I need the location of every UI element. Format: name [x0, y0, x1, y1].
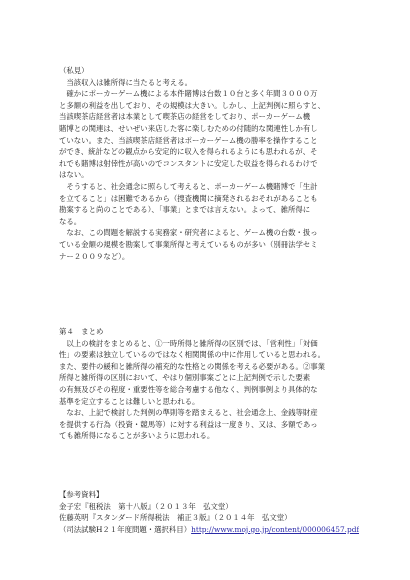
paragraph-line: なお、上記で検討した判例の準則等を踏まえると、社会通念上、金銭等財産 — [59, 408, 318, 418]
paragraph-line: はない。 — [59, 170, 89, 180]
exam-note: （司法試験H２１年度問題・選択科目） — [59, 524, 192, 534]
paragraph-line: なる。 — [59, 216, 82, 226]
paragraph-line: 当該喫茶店経営者は本業として喫茶店の経営をしており、ポーカーゲーム機 — [59, 112, 311, 122]
reference-item: 佐藤英明『スタンダード所得税法 補正３版』（２０１４年 弘文堂） — [59, 513, 292, 523]
reference-link[interactable]: http://www.moj.go.jp/content/000006457.pdf — [191, 524, 359, 534]
opinion-section — [59, 65, 359, 262]
section-heading: 第４ まとめ — [59, 327, 104, 336]
paragraph-line: の有無及びその程度・重要性等を総合考慮する他なく、判例事例より具体的な — [59, 384, 318, 394]
paragraph-line: 以上の検討をまとめると、①一時所得と雑所得の区別では、「営利性」「対価 — [59, 338, 318, 348]
paragraph-line: また、要件の緩和と雑所得の補充的な性格との関係を考える必要がある。②事業 — [59, 361, 326, 371]
paragraph-line: 所得と雑所得の区別において、やはり個別事案ごとに上記判例で示した要素 — [59, 373, 311, 383]
paragraph-line: ていない。また、当該喫茶店経営者はポーカーゲーム機の勝率を操作すること — [59, 135, 318, 145]
paragraph-line: 確かにポーカーゲーム機による本件賭博は台数１０台と多く年間３０００万 — [59, 89, 318, 99]
paragraph-line: れでも賭博は射倖性が高いのでコンスタントに安定した収益を得られるわけで — [59, 158, 318, 168]
paragraph-line: を提供する行為（投資・競馬等）に対する利益は一度きり、又は、多額であっ — [59, 419, 318, 429]
paragraph-line: 賭博との関連は、せいぜい来店した客に楽しむための付随的な関連性しか有し — [59, 123, 318, 133]
paragraph-line: ができ、統計などの観点から安定的に収入を得られるようにも思われるが、そ — [59, 147, 318, 157]
references-section — [59, 489, 359, 535]
reference-url-line — [59, 524, 359, 536]
paragraph-line: そうすると、社会通念に照らして考えると、ポーカーゲーム機賭博で「生計 — [59, 181, 318, 191]
reference-item: 金子宏『租税法 第十八版』（２０１３年 弘文堂） — [59, 501, 233, 511]
paragraph-line: 基準を定立することは難しいと思われる。 — [59, 396, 200, 406]
paragraph-line: と多額の利益を出しており、その規模は大きい。しかし、上記判例に照らすと、 — [59, 100, 326, 110]
paragraph-line: 勘案すると尚のことである）、「事業」とまでは言えない。よって、雑所得に — [59, 205, 311, 215]
paragraph-line: （私見） — [59, 66, 89, 75]
summary-section — [59, 326, 359, 442]
paragraph-line: を立てること」は困難であるから（捜査機関に摘発されるおそれがあることも — [59, 193, 318, 203]
paragraph-line: 性」の要素は独立しているのではなく相関関係の中に作用していると思われる。 — [59, 350, 326, 360]
references-heading: 【参考資料】 — [59, 490, 104, 499]
paragraph-line: なお、この問題を解説する実務家・研究者によると、ゲーム機の台数・扱っ — [59, 228, 318, 238]
paragraph-line: ナー２００９など）。 — [59, 251, 130, 261]
paragraph-line: ても雑所得になることが多いように思われる。 — [59, 431, 215, 441]
paragraph-line: 当該収入は雑所得に当たると考える。 — [59, 77, 193, 87]
paragraph-line: ている金額の規模を勘案して事業所得と考えているものが多い（別冊法学セミ — [59, 239, 318, 249]
